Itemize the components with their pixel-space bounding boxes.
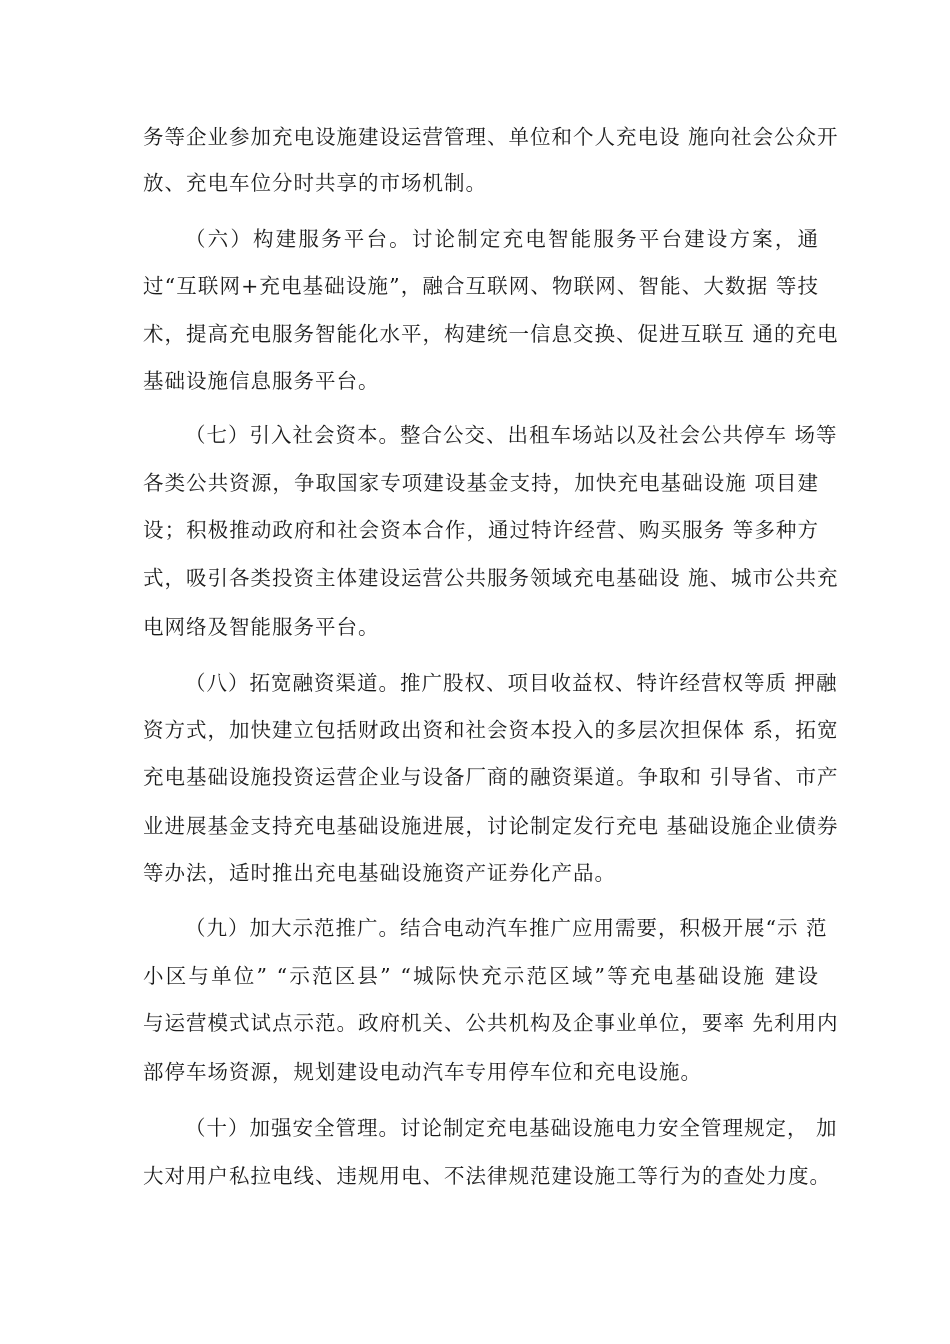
text-line: 术，提高充电服务智能化水平，构建统一信息交换、促进互联互 通的充电: [143, 322, 839, 346]
text-line: 资方式，加快建立包括财政出资和社会资本投入的多层次担保体 系，拓宽: [143, 718, 839, 742]
text-line: 放、充电车位分时共享的市场机制。: [143, 171, 487, 195]
text-line: 式，吸引各类投资主体建设运营公共服务领域充电基础设 施、城市公共充: [143, 566, 839, 590]
text-line: 等办法，适时推出充电基础设施资产证券化产品。: [143, 861, 616, 885]
text-line: 小区与单位” “示范区县” “城际快充示范区域”等充电基础设施 建设: [143, 964, 819, 988]
text-line: 电网络及智能服务平台。: [143, 615, 380, 639]
text-line: 基础设施信息服务平台。: [143, 369, 380, 393]
text-line: 与运营模式试点示范。政府机关、公共机构及企事业单位，要率 先利用内: [143, 1011, 839, 1035]
text-line: 设；积极推动政府和社会资本合作，通过特许经营、购买服务 等多种方: [143, 518, 819, 542]
text-line: 务等企业参加充电设施建设运营管理、单位和个人充电设 施向社会公众开: [143, 125, 839, 149]
text-line: 过“互联网+充电基础设施”，融合互联网、物联网、智能、大数据 等技: [143, 274, 819, 298]
paragraph-heading-line: （六）构建服务平台。讨论制定充电智能服务平台建设方案，通: [185, 227, 819, 251]
text-line: 业进展基金支持充电基础设施进展，讨论制定发行充电 基础设施企业债券: [143, 814, 839, 838]
text-line: 大对用户私拉电线、违规用电、不法律规范建设施工等行为的查处力度。: [143, 1164, 831, 1188]
text-line: 部停车场资源，规划建设电动汽车专用停车位和充电设施。: [143, 1060, 702, 1084]
paragraph-heading-line: （七）引入社会资本。整合公交、出租车场站以及社会公共停车 场等: [185, 423, 838, 447]
text-line: 充电基础设施投资运营企业与设备厂商的融资渠道。争取和 引导省、市产: [143, 765, 839, 789]
paragraph-heading-line: （九）加大示范推广。结合电动汽车推广应用需要，积极开展“示 范: [185, 916, 828, 940]
text-line: 各类公共资源，争取国家专项建设基金支持，加快充电基础设施 项目建: [143, 471, 819, 495]
paragraph-heading-line: （八）拓宽融资渠道。推广股权、项目收益权、特许经营权等质 押融: [185, 671, 838, 695]
paragraph-heading-line: （十）加强安全管理。讨论制定充电基础设施电力安全管理规定， 加: [185, 1116, 838, 1140]
